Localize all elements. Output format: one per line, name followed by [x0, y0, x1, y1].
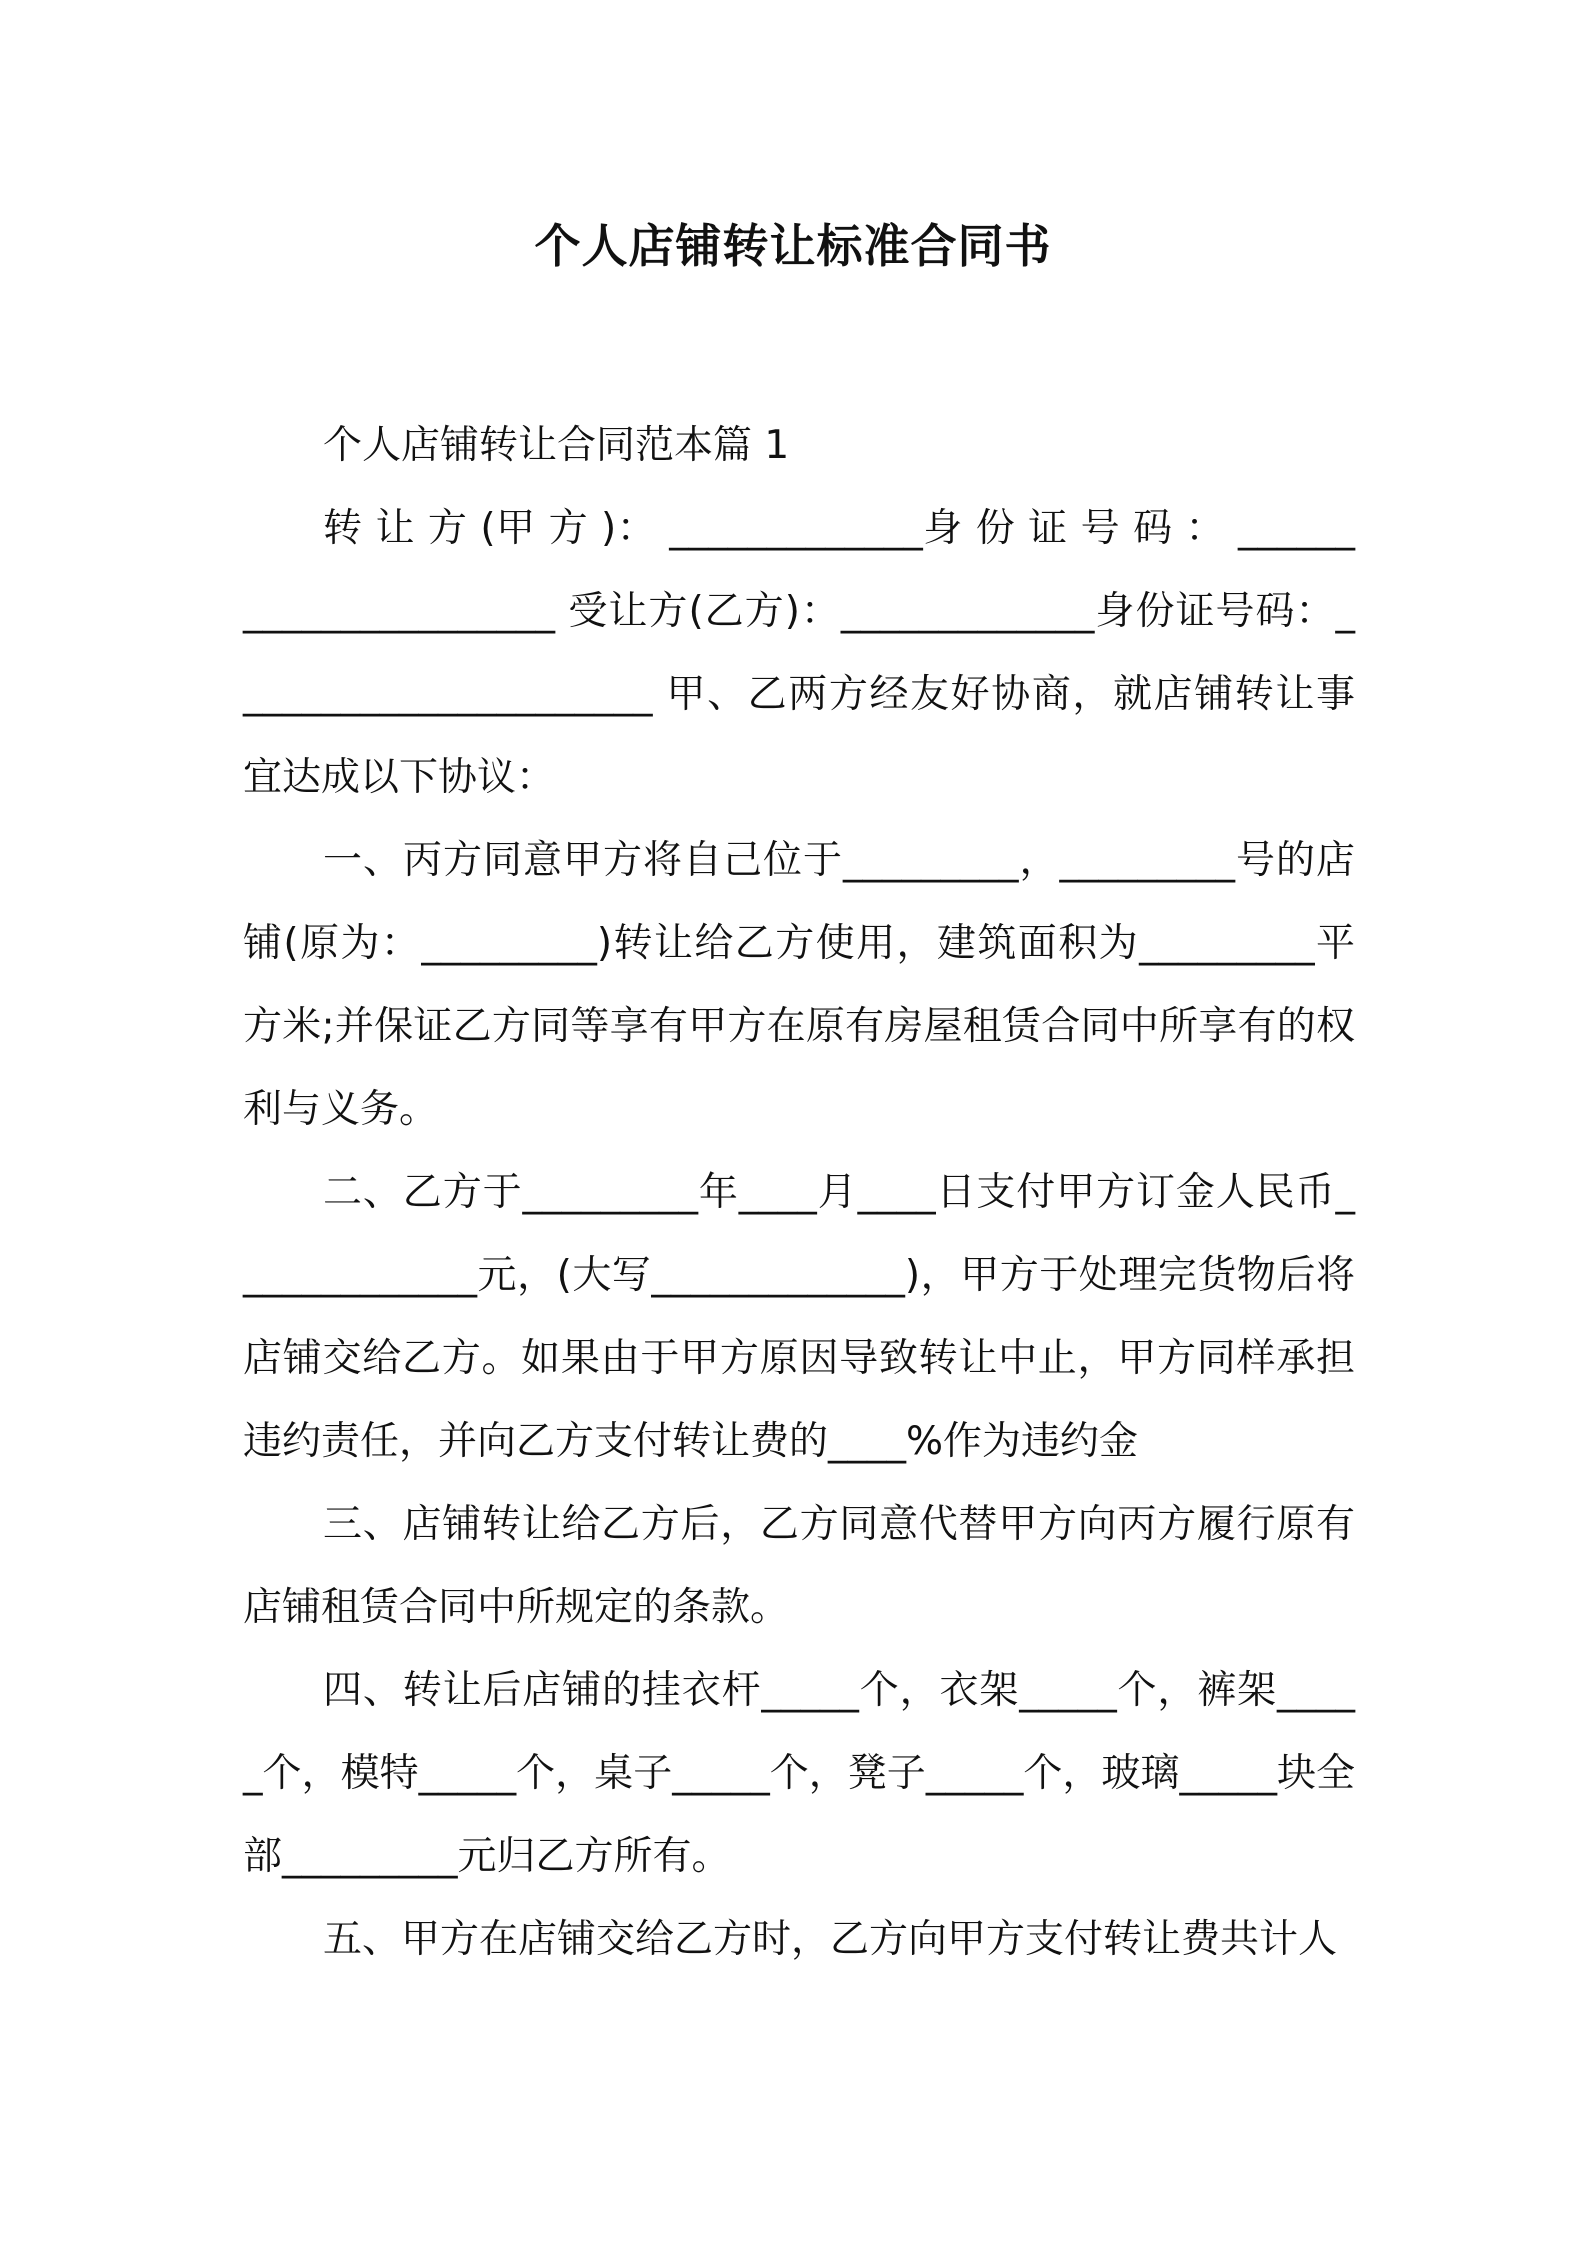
- document-body: [243, 404, 1355, 1981]
- document-title: 个人店铺转让标准合同书: [534, 219, 1052, 273]
- parties-paragraph: 转 让 方 (甲 方 )： _____________身 份 证 号 码 ： ______________________ 受让方(乙方)：_____________身份证号码：______________________ 甲、乙两方经友好协商，就店铺转让事宜达成以下协议：: [243, 506, 1355, 800]
- clause-one-paragraph: 一、丙方同意甲方将自己位于_________，_________号的店铺(原为：_________)转让给乙方使用，建筑面积为_________平方米;并保证乙方同等享有甲方在原有房屋租赁合同中所享有的权利与义务。: [243, 838, 1355, 1132]
- clause-two-paragraph: 二、乙方于_________年____月____日支付甲方订金人民币_____________元，(大写_____________)，甲方于处理完货物后将店铺交给乙方。如果由于甲方原因导致转让中止，甲方同样承担违约责任，并向乙方支付转让费的____%作为违约金: [243, 1170, 1355, 1464]
- clause-four-paragraph: 四、转让后店铺的挂衣杆_____个，衣架_____个，裤架_____个，模特_____个，桌子_____个，凳子_____个，玻璃_____块全部_________元归乙方所有。: [243, 1668, 1355, 1879]
- clause-five-paragraph: 五、甲方在店铺交给乙方时，乙方向甲方支付转让费共计人: [323, 1917, 1338, 1962]
- clause-three-paragraph: 三、店铺转让给乙方后，乙方同意代替甲方向丙方履行原有店铺租赁合同中所规定的条款。: [243, 1502, 1355, 1630]
- section-subheading: 个人店铺转让合同范本篇 1: [323, 423, 790, 468]
